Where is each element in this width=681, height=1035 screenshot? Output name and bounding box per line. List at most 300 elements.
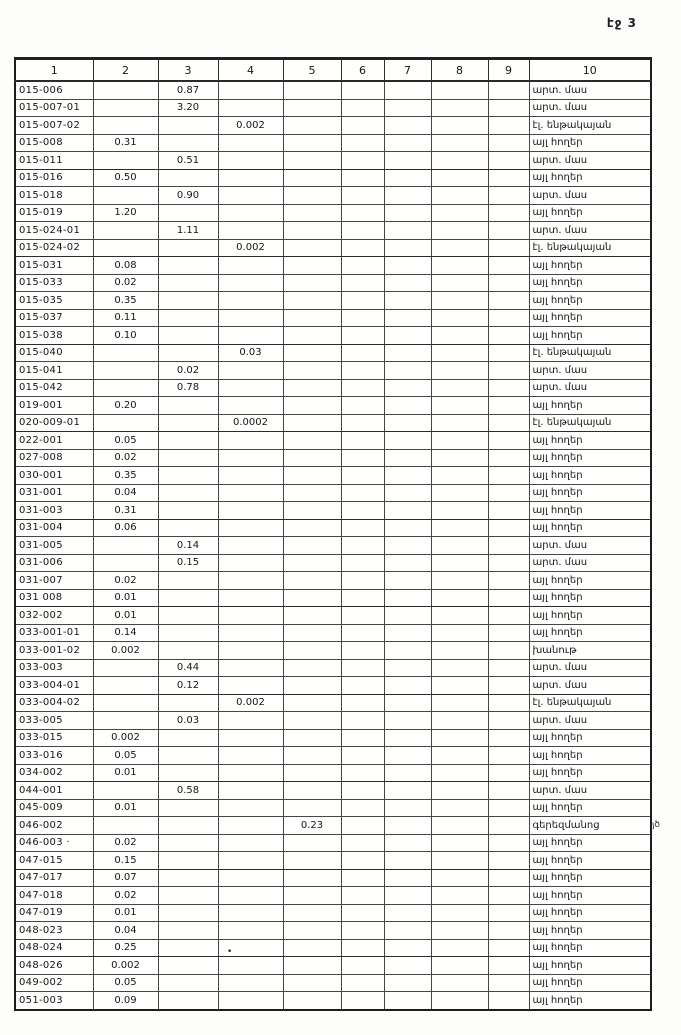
area-value-cell (93, 222, 158, 240)
area-value-cell (488, 764, 529, 782)
area-value-cell (431, 449, 488, 467)
area-value-cell (158, 467, 218, 485)
area-value-cell (431, 327, 488, 345)
area-value-cell (158, 992, 218, 1010)
area-value-cell (158, 799, 218, 817)
area-value-cell (218, 572, 283, 590)
area-value-cell (488, 834, 529, 852)
table-header-row (15, 59, 651, 82)
table-row (15, 309, 651, 327)
area-value-cell: 0.002 (93, 957, 158, 975)
area-value-cell (218, 502, 283, 520)
parcel-code-cell: 015-018 (15, 187, 93, 205)
area-value-cell (431, 467, 488, 485)
parcel-code-cell: 033-015 (15, 729, 93, 747)
table-row (15, 817, 651, 835)
table-row (15, 572, 651, 590)
parcel-code-cell: 015-008 (15, 134, 93, 152)
area-value-cell (341, 904, 384, 922)
area-value-cell: 0.03 (218, 344, 283, 362)
parcel-code-cell: 033-001-02 (15, 642, 93, 660)
handwritten-margin-annotation: յծ (651, 819, 661, 831)
area-value-cell (93, 677, 158, 695)
area-value-cell (283, 327, 341, 345)
area-value-cell: 0.01 (93, 799, 158, 817)
area-value-cell (341, 939, 384, 957)
area-value-cell (341, 974, 384, 992)
area-value-cell (341, 782, 384, 800)
area-value-cell (158, 869, 218, 887)
area-value-cell (283, 81, 341, 99)
area-value-cell (488, 607, 529, 625)
parcel-code-cell: 031-004 (15, 519, 93, 537)
area-value-cell (384, 729, 431, 747)
area-value-cell (431, 239, 488, 257)
area-value-cell (158, 764, 218, 782)
area-value-cell (218, 152, 283, 170)
parcel-code-cell: 048-024 (15, 939, 93, 957)
area-value-cell (488, 414, 529, 432)
parcel-code-cell: 033-016 (15, 747, 93, 765)
parcel-code-cell: 015-031 (15, 257, 93, 275)
area-value-cell (431, 117, 488, 135)
area-value-cell (384, 292, 431, 310)
area-value-cell (431, 484, 488, 502)
area-value-cell (341, 747, 384, 765)
area-value-cell (384, 222, 431, 240)
land-type-cell: այլ հողեր (529, 572, 651, 590)
area-value-cell (431, 572, 488, 590)
area-value-cell (488, 327, 529, 345)
area-value-cell (488, 467, 529, 485)
area-value-cell (341, 957, 384, 975)
area-value-cell (283, 397, 341, 415)
area-value-cell (158, 904, 218, 922)
table-row (15, 99, 651, 117)
area-value-cell (158, 327, 218, 345)
area-value-cell (431, 607, 488, 625)
area-value-cell: 0.01 (93, 904, 158, 922)
area-value-cell (431, 502, 488, 520)
area-value-cell (384, 817, 431, 835)
area-value-cell (158, 624, 218, 642)
area-value-cell (384, 152, 431, 170)
area-value-cell (384, 694, 431, 712)
area-value-cell (431, 309, 488, 327)
area-value-cell: 0.02 (93, 887, 158, 905)
land-type-cell: այլ հողեր (529, 484, 651, 502)
area-value-cell: 0.05 (93, 747, 158, 765)
area-value-cell (283, 99, 341, 117)
area-value-cell (431, 537, 488, 555)
land-type-cell: արտ. մաս (529, 677, 651, 695)
area-value-cell (341, 712, 384, 730)
area-value-cell (158, 204, 218, 222)
area-value-cell: 0.05 (93, 432, 158, 450)
area-value-cell: 0.002 (93, 729, 158, 747)
land-type-cell: այլ հողեր (529, 922, 651, 940)
area-value-cell: 0.12 (158, 677, 218, 695)
area-value-cell (158, 397, 218, 415)
area-value-cell: 0.02 (93, 834, 158, 852)
area-value-cell (384, 922, 431, 940)
area-value-cell (158, 922, 218, 940)
parcel-code-cell: 015-016 (15, 169, 93, 187)
table-row (15, 922, 651, 940)
area-value-cell (283, 572, 341, 590)
area-value-cell (218, 764, 283, 782)
land-type-cell: այլ հողեր (529, 852, 651, 870)
land-type-cell: այլ հողեր (529, 974, 651, 992)
area-value-cell (488, 659, 529, 677)
area-value-cell (431, 799, 488, 817)
area-value-cell (431, 362, 488, 380)
parcel-code-cell: 045-009 (15, 799, 93, 817)
area-value-cell (341, 379, 384, 397)
area-value-cell (341, 239, 384, 257)
area-value-cell (341, 81, 384, 99)
area-value-cell (93, 379, 158, 397)
area-value-cell (218, 134, 283, 152)
parcel-code-cell: 027-008 (15, 449, 93, 467)
area-value-cell (431, 99, 488, 117)
table-row (15, 432, 651, 450)
land-type-cell: այլ հողեր (529, 309, 651, 327)
area-value-cell: 0.01 (93, 589, 158, 607)
land-type-cell: այլ հողեր (529, 502, 651, 520)
land-type-cell: այլ հողեր (529, 834, 651, 852)
area-value-cell (431, 554, 488, 572)
area-value-cell (283, 152, 341, 170)
area-value-cell (431, 887, 488, 905)
area-value-cell (283, 589, 341, 607)
area-value-cell (341, 922, 384, 940)
land-type-cell: այլ հողեր (529, 292, 651, 310)
land-type-cell: այլ հողեր (529, 169, 651, 187)
area-value-cell (218, 81, 283, 99)
table-row (15, 537, 651, 555)
area-value-cell (384, 712, 431, 730)
area-value-cell (341, 852, 384, 870)
table-row (15, 677, 651, 695)
area-value-cell (488, 852, 529, 870)
table-row (15, 712, 651, 730)
parcel-code-cell: 033-004-02 (15, 694, 93, 712)
area-value-cell (283, 659, 341, 677)
area-value-cell (283, 309, 341, 327)
parcel-code-cell: 015-011 (15, 152, 93, 170)
area-value-cell (341, 432, 384, 450)
table-row (15, 397, 651, 415)
area-value-cell (218, 327, 283, 345)
table-row (15, 747, 651, 765)
column-header: 4 (218, 59, 283, 82)
area-value-cell (488, 169, 529, 187)
area-value-cell (218, 169, 283, 187)
area-value-cell (93, 537, 158, 555)
parcel-code-cell: 051-003 (15, 992, 93, 1010)
area-value-cell (93, 694, 158, 712)
area-value-cell (488, 519, 529, 537)
area-value-cell (283, 782, 341, 800)
area-value-cell (431, 729, 488, 747)
area-value-cell (431, 81, 488, 99)
area-value-cell (283, 887, 341, 905)
land-type-cell: այլ հողեր (529, 607, 651, 625)
area-value-cell: 0.08 (93, 257, 158, 275)
area-value-cell: 0.002 (218, 239, 283, 257)
area-value-cell (283, 957, 341, 975)
land-type-cell: արտ. մաս (529, 554, 651, 572)
area-value-cell (384, 274, 431, 292)
area-value-cell (341, 992, 384, 1010)
parcel-code-cell: 047-018 (15, 887, 93, 905)
table-row (15, 904, 651, 922)
table-row (15, 222, 651, 240)
area-value-cell (488, 309, 529, 327)
area-value-cell (158, 519, 218, 537)
parcel-code-cell: 019-001 (15, 397, 93, 415)
area-value-cell (384, 554, 431, 572)
area-value-cell (488, 397, 529, 415)
parcel-code-cell: 015-024-01 (15, 222, 93, 240)
area-value-cell (218, 204, 283, 222)
area-value-cell (218, 292, 283, 310)
land-type-cell: այլ հողեր (529, 799, 651, 817)
area-value-cell (431, 152, 488, 170)
area-value-cell (431, 344, 488, 362)
area-value-cell (488, 904, 529, 922)
table-row (15, 694, 651, 712)
area-value-cell (488, 922, 529, 940)
area-value-cell (431, 204, 488, 222)
area-value-cell (283, 449, 341, 467)
area-value-cell: 0.31 (93, 134, 158, 152)
parcel-code-cell: 015-041 (15, 362, 93, 380)
land-type-cell: այլ հողեր (529, 764, 651, 782)
area-value-cell: 0.50 (93, 169, 158, 187)
area-value-cell (218, 309, 283, 327)
area-value-cell: 0.44 (158, 659, 218, 677)
area-value-cell: 0.04 (93, 484, 158, 502)
area-value-cell (283, 519, 341, 537)
area-value-cell (341, 764, 384, 782)
area-value-cell (341, 554, 384, 572)
area-value-cell (431, 852, 488, 870)
table-row (15, 887, 651, 905)
area-value-cell (218, 642, 283, 660)
area-value-cell (384, 99, 431, 117)
area-value-cell (384, 239, 431, 257)
area-value-cell (218, 274, 283, 292)
area-value-cell (341, 134, 384, 152)
land-type-cell: արտ. մաս (529, 782, 651, 800)
area-value-cell (218, 729, 283, 747)
area-value-cell (283, 642, 341, 660)
area-value-cell (218, 449, 283, 467)
area-value-cell (341, 152, 384, 170)
area-value-cell (218, 974, 283, 992)
area-value-cell (93, 239, 158, 257)
table-row (15, 327, 651, 345)
area-value-cell (488, 694, 529, 712)
area-value-cell (218, 712, 283, 730)
area-value-cell: 0.01 (93, 764, 158, 782)
area-value-cell (283, 922, 341, 940)
parcel-code-cell: 015-037 (15, 309, 93, 327)
table-row (15, 782, 651, 800)
area-value-cell (384, 81, 431, 99)
area-value-cell (218, 607, 283, 625)
area-value-cell (341, 344, 384, 362)
table-row (15, 134, 651, 152)
table-row (15, 624, 651, 642)
area-value-cell (341, 537, 384, 555)
area-value-cell: 0.20 (93, 397, 158, 415)
table-row (15, 484, 651, 502)
area-value-cell (218, 467, 283, 485)
land-type-cell: այլ հողեր (529, 257, 651, 275)
area-value-cell (431, 274, 488, 292)
area-value-cell (488, 624, 529, 642)
table-row (15, 344, 651, 362)
area-value-cell (158, 747, 218, 765)
area-value-cell (384, 309, 431, 327)
parcel-code-cell: 049-002 (15, 974, 93, 992)
table-row (15, 852, 651, 870)
area-value-cell (283, 467, 341, 485)
area-value-cell (341, 624, 384, 642)
area-value-cell (93, 817, 158, 835)
land-type-cell: արտ. մաս (529, 362, 651, 380)
area-value-cell (341, 362, 384, 380)
area-value-cell (384, 782, 431, 800)
area-value-cell (431, 222, 488, 240)
area-value-cell (283, 239, 341, 257)
parcel-code-cell: 034-002 (15, 764, 93, 782)
column-header: 6 (341, 59, 384, 82)
land-type-cell: արտ. մաս (529, 81, 651, 99)
table-row (15, 869, 651, 887)
area-value-cell: 0.02 (93, 572, 158, 590)
area-value-cell (341, 659, 384, 677)
area-value-cell (218, 624, 283, 642)
area-value-cell (341, 677, 384, 695)
area-value-cell (341, 397, 384, 415)
area-value-cell (384, 607, 431, 625)
area-value-cell (384, 957, 431, 975)
area-value-cell (384, 904, 431, 922)
area-value-cell (488, 747, 529, 765)
area-value-cell (431, 624, 488, 642)
area-value-cell (158, 642, 218, 660)
area-value-cell (341, 169, 384, 187)
area-value-cell (218, 659, 283, 677)
table-row (15, 834, 651, 852)
area-value-cell (341, 449, 384, 467)
area-value-cell (488, 362, 529, 380)
area-value-cell: 0.11 (93, 309, 158, 327)
area-value-cell (218, 817, 283, 835)
area-value-cell (488, 729, 529, 747)
area-value-cell (93, 344, 158, 362)
land-type-cell: արտ. մաս (529, 379, 651, 397)
parcel-code-cell: 015-033 (15, 274, 93, 292)
area-value-cell (341, 414, 384, 432)
area-value-cell (384, 974, 431, 992)
table-row (15, 239, 651, 257)
area-value-cell: 0.02 (158, 362, 218, 380)
area-value-cell (431, 922, 488, 940)
area-value-cell (218, 782, 283, 800)
area-value-cell (218, 922, 283, 940)
area-value-cell (93, 81, 158, 99)
area-value-cell (488, 554, 529, 572)
area-value-cell (488, 81, 529, 99)
area-value-cell (158, 939, 218, 957)
table-row (15, 607, 651, 625)
table-row (15, 379, 651, 397)
column-header: 8 (431, 59, 488, 82)
area-value-cell (384, 397, 431, 415)
area-value-cell (341, 799, 384, 817)
area-value-cell (488, 939, 529, 957)
area-value-cell (158, 589, 218, 607)
table-row (15, 362, 651, 380)
land-type-cell: արտ. մաս (529, 222, 651, 240)
area-value-cell (341, 607, 384, 625)
area-value-cell (283, 222, 341, 240)
area-value-cell (283, 712, 341, 730)
table-row (15, 187, 651, 205)
area-value-cell: 0.51 (158, 152, 218, 170)
area-value-cell (218, 99, 283, 117)
parcel-code-cell: 015-007-01 (15, 99, 93, 117)
table-row (15, 764, 651, 782)
area-value-cell (158, 607, 218, 625)
area-value-cell: 0.04 (93, 922, 158, 940)
table-row (15, 939, 651, 957)
area-value-cell (384, 187, 431, 205)
column-header: 9 (488, 59, 529, 82)
area-value-cell (158, 432, 218, 450)
area-value-cell (488, 642, 529, 660)
table-row (15, 274, 651, 292)
area-value-cell (218, 222, 283, 240)
parcel-code-cell: 031-001 (15, 484, 93, 502)
area-value-cell (488, 222, 529, 240)
area-value-cell (283, 362, 341, 380)
land-type-cell: այլ հողեր (529, 747, 651, 765)
area-value-cell (384, 257, 431, 275)
land-type-cell: այլ հողեր (529, 327, 651, 345)
area-value-cell (384, 502, 431, 520)
area-value-cell (218, 432, 283, 450)
parcel-code-cell: 047-017 (15, 869, 93, 887)
land-type-cell: արտ. մաս (529, 537, 651, 555)
land-type-cell: այլ հողեր (529, 869, 651, 887)
parcel-code-cell: 047-019 (15, 904, 93, 922)
table-row (15, 467, 651, 485)
area-value-cell (158, 239, 218, 257)
land-type-cell: այլ հողեր (529, 432, 651, 450)
area-value-cell (283, 134, 341, 152)
area-value-cell (488, 799, 529, 817)
area-value-cell: 0.90 (158, 187, 218, 205)
area-value-cell (488, 974, 529, 992)
parcel-code-cell: 031-003 (15, 502, 93, 520)
area-value-cell (283, 344, 341, 362)
